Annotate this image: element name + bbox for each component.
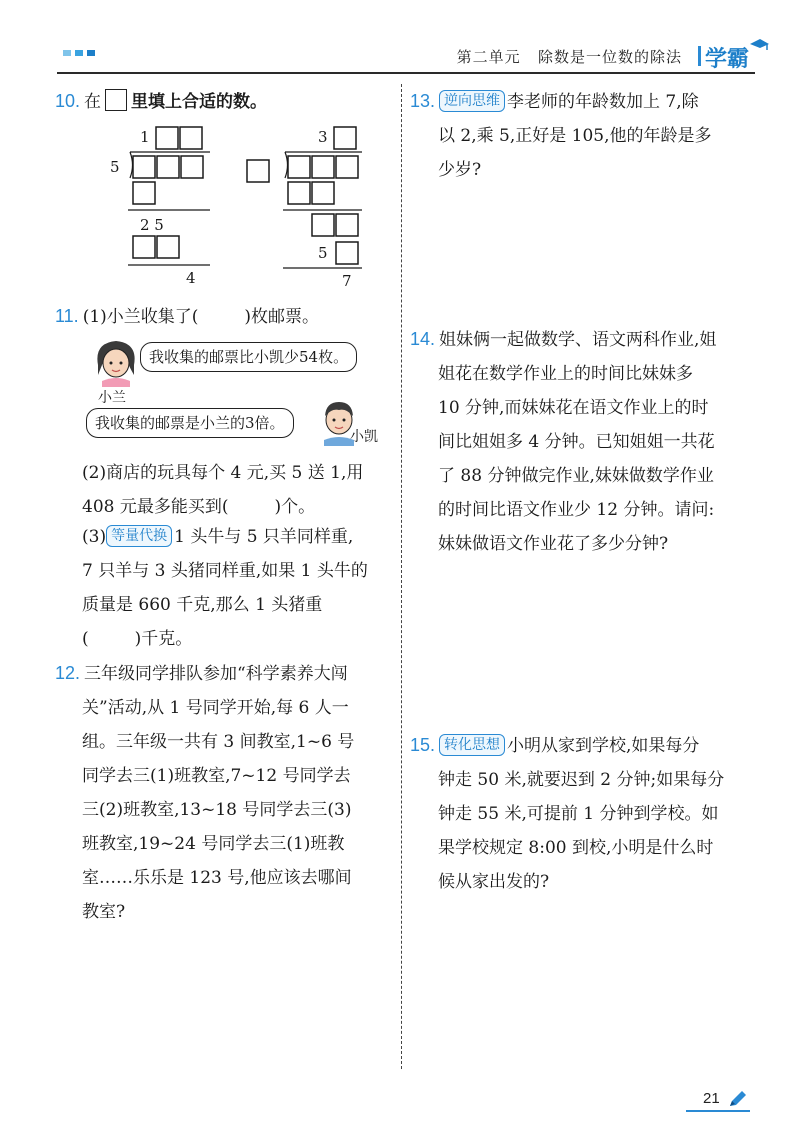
page-header [0,0,800,76]
method-tag: 转化思想 [439,734,505,756]
method-tag: 等量代换 [106,525,172,547]
footer-rule [686,1110,750,1112]
right-dividend-box-1[interactable] [288,156,310,178]
header-decoration [63,50,95,56]
right-lower-box[interactable] [336,242,358,264]
speech-bubble-xiaolan: 我收集的邮票比小凯少54枚。 [140,342,357,372]
method-tag: 逆向思维 [439,90,505,112]
left-dividend-box-1[interactable] [133,156,155,178]
question-number: 10. [55,91,81,111]
speech-bubble-xiaokai: 我收集的邮票是小兰的3倍。 [86,408,294,438]
left-remainder: 4 [186,269,196,287]
right-mid-box-1[interactable] [312,214,334,236]
page-number: 21 [703,1090,720,1107]
question-number: 12. [55,663,81,683]
right-dividend-box-2[interactable] [312,156,334,178]
left-dividend-box-2[interactable] [157,156,179,178]
right-mid-digit: 5 [318,244,328,262]
left-quotient-digit: 1 [140,128,150,146]
question-10: 10. 在 里填上合适的数。 [55,91,268,112]
left-quotient-box-1[interactable] [156,127,178,149]
question-13: 13. 逆向思维 李老师的年龄数加上 7,除 以 2,乘 5,正好是 105,他的年龄是多 少岁? [410,91,712,180]
question-14: 14. 姐妹俩一起做数学、语文两科作业,姐 姐花在数学作业上的时间比妹妹多 10 分钟,而妹妹花在语文作业上的时 间比姐姐多 4 分钟。已知姐姐一共花 了 88 分钟做完作业,妹妹做数学作业 的时间比语文作业少 12 分钟。请问: 妹妹做语文作业花了多少分钟? [410,329,717,554]
question-11-part-3: (3) 等量代换 1 头牛与 5 只羊同样重, 7 只羊与 3 头猪同样重,如果 1 头牛的 质量是 660 千克,那么 1 头猪重 ( )千克。 [82,527,368,649]
right-product-box-1[interactable] [288,182,310,204]
question-11-part-1: 11. (1)小兰收集了( )枚邮票。 [55,306,320,327]
question-number: 14. [410,329,436,349]
question-15: 15. 转化思想 小明从家到学校,如果每分 钟走 50 米,就要迟到 2 分钟;如果每分 钟走 55 米,可提前 1 分钟到学校。如 果学校规定 8:00 到校,小明是什么时 候从家出发的? [410,735,725,892]
question-11-part-2: (2)商店的玩具每个 4 元,买 5 送 1,用 408 元最多能买到( )个。 [82,463,364,517]
boy-name: 小凯 [350,429,378,445]
pencil-icon [728,1090,748,1108]
right-divisor-box[interactable] [247,160,269,182]
question-12: 12. 三年级同学排队参加“科学素养大闯 关”活动,从 1 号同学开始,每 6 人一 组。三年级一共有 3 间教室,1~6 号 同学去三(1)班教室,7~12 号同学去 三(2)班教室,13~18 号同学去三(3) 班教室,19~24 号同学去三(1)班教 室……乐乐是 123 号,他应该去哪间 教室? [55,663,355,922]
header-rule [57,72,755,74]
long-division-puzzles [100,120,370,295]
question-number: 13. [410,91,436,111]
chapter-label: 除数是一位数的除法 [537,48,682,66]
right-remainder: 7 [342,272,352,290]
left-dividend-box-3[interactable] [181,156,203,178]
left-lower-box-2[interactable] [157,236,179,258]
unit-label: 第二单元 [456,48,521,66]
right-product-box-2[interactable] [312,182,334,204]
left-mid-digits: 2 5 [140,216,164,234]
question-number: 11. [55,306,79,326]
question-number: 15. [410,735,436,755]
girl-avatar [92,335,140,387]
column-divider [401,84,402,1069]
brand-logo: 学霸 [705,47,750,72]
right-mid-box-2[interactable] [336,214,358,236]
left-product-box[interactable] [133,182,155,204]
right-dividend-box-3[interactable] [336,156,358,178]
girl-name: 小兰 [98,390,126,406]
answer-box-sample [105,89,127,111]
graduation-cap-icon [748,38,770,52]
right-quotient-digit: 3 [318,128,328,146]
right-quotient-box[interactable] [334,127,356,149]
chapter-title [457,46,682,67]
left-lower-box-1[interactable] [133,236,155,258]
left-quotient-box-2[interactable] [180,127,202,149]
header-bar [698,46,701,66]
left-divisor: 5 [110,158,120,176]
